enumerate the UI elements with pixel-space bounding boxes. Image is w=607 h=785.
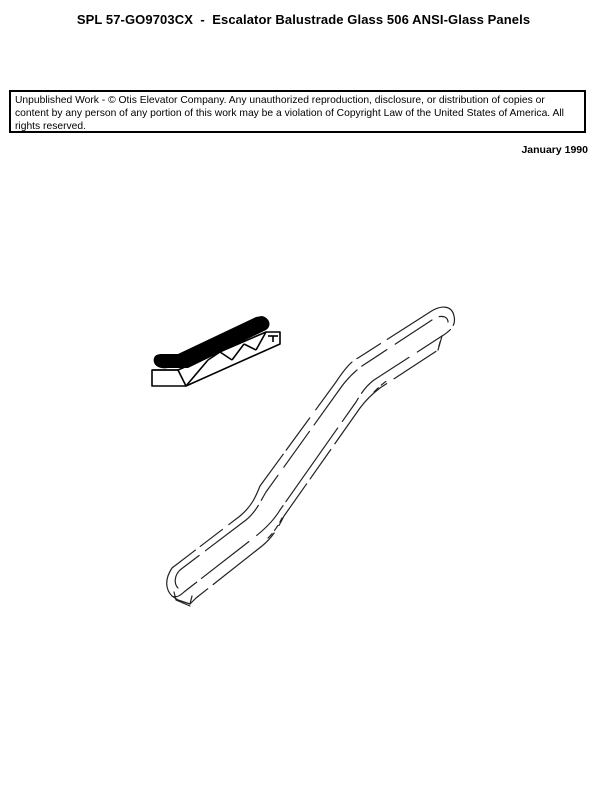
document-title: SPL 57-GO9703CX - Escalator Balustrade Glass 506 ANSI-Glass Panels	[76, 12, 531, 27]
document-date: January 1990	[521, 144, 588, 156]
escalator-balustrade-drawing	[160, 296, 460, 614]
copyright-notice: Unpublished Work - © Otis Elevator Company. Any unauthorized reproduction, disclosure, or distribution of copies or content by any person of any portion of this work may be a violation of Copyright Law of the United States of America. All rights reserved.	[9, 90, 586, 133]
